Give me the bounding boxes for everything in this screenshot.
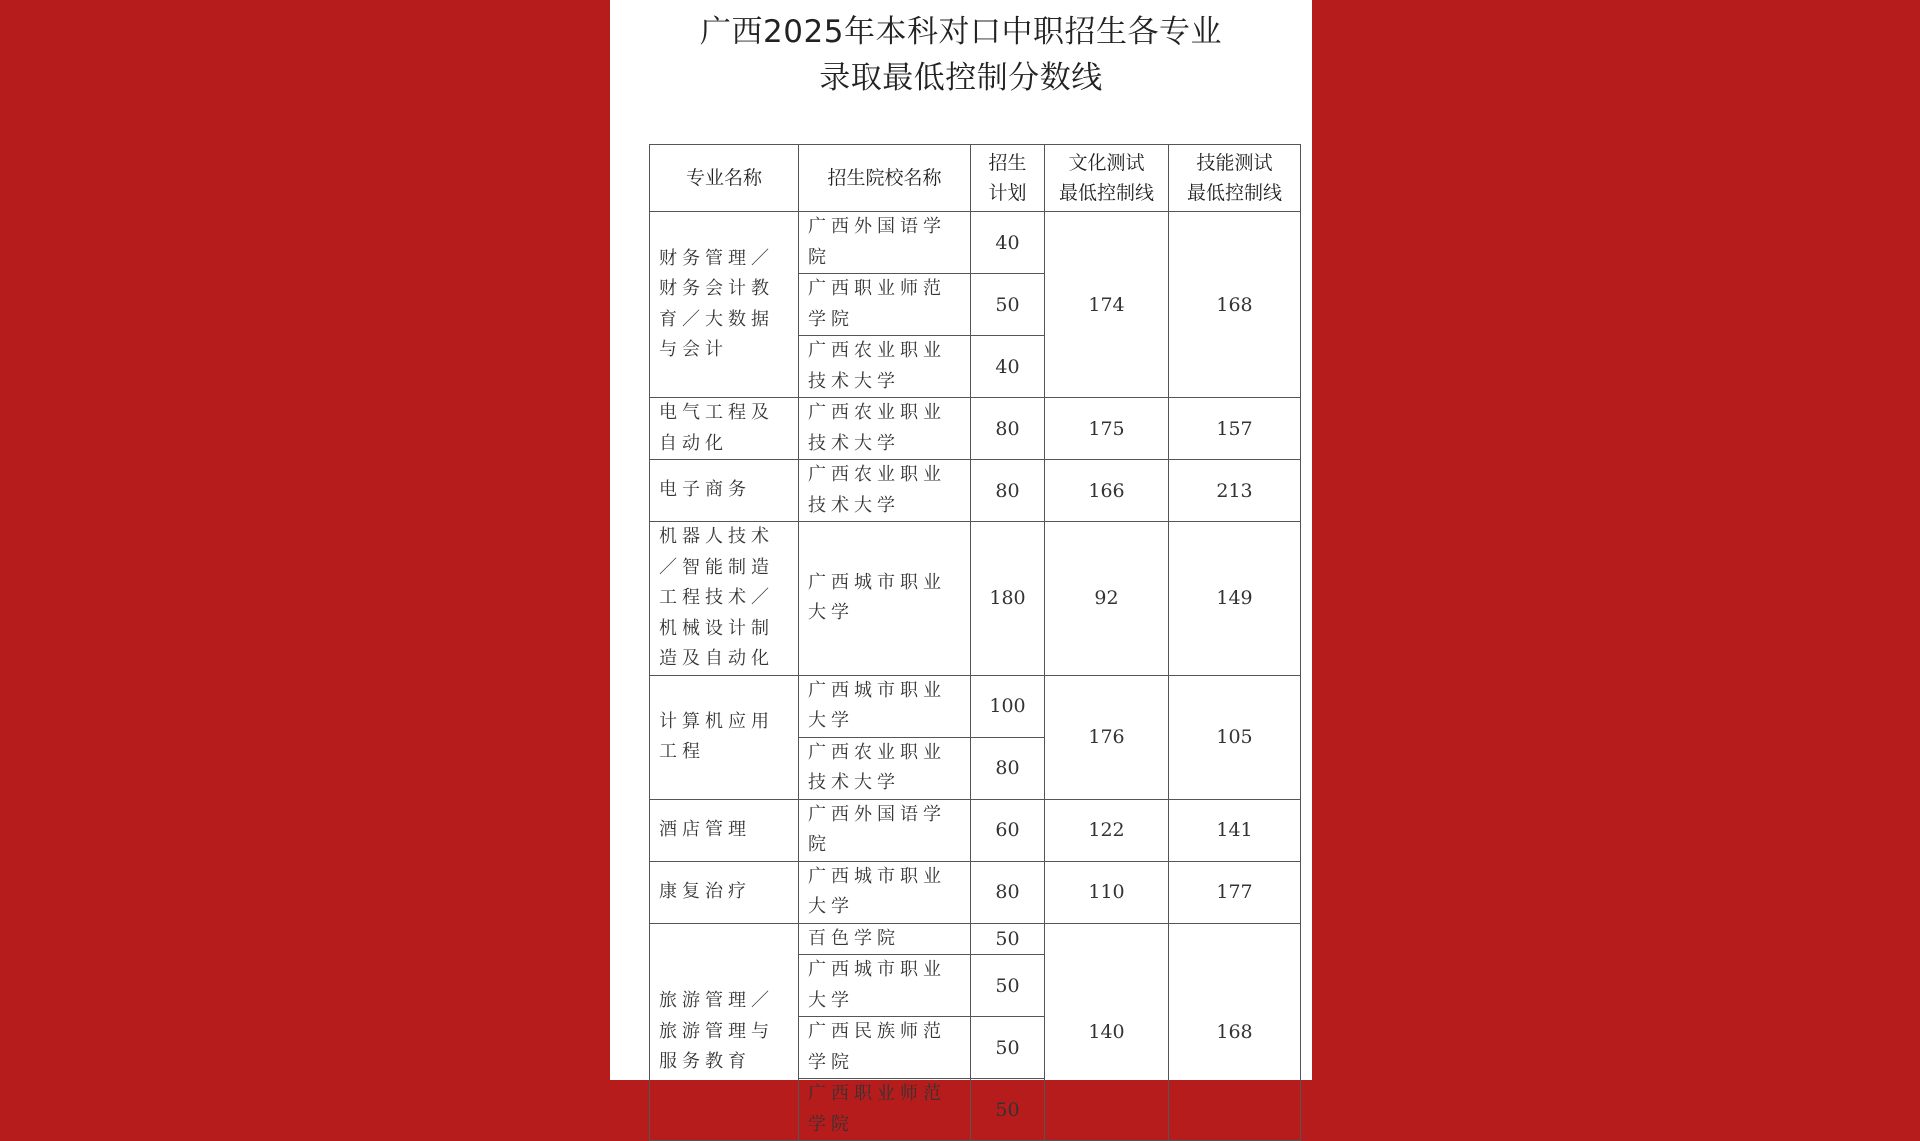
plan-cell: 100 [971, 675, 1045, 737]
skill-score-cell: 141 [1169, 799, 1301, 861]
school-cell: 广西农业职业技术大学 [799, 460, 971, 522]
table-row [650, 212, 1301, 274]
plan-cell: 50 [971, 955, 1045, 1017]
header-plan: 招生 计划 [971, 145, 1045, 212]
skill-score-cell: 177 [1169, 861, 1301, 923]
header-culture: 文化测试 最低控制线 [1045, 145, 1169, 212]
header-row [650, 145, 1301, 212]
plan-cell: 80 [971, 398, 1045, 460]
school-cell: 广西职业师范学院 [799, 274, 971, 336]
skill-score-cell: 149 [1169, 522, 1301, 676]
culture-score-cell: 175 [1045, 398, 1169, 460]
plan-cell: 80 [971, 737, 1045, 799]
table-row [650, 923, 1301, 955]
plan-cell: 50 [971, 1017, 1045, 1079]
plan-cell: 40 [971, 212, 1045, 274]
table-row [650, 460, 1301, 522]
skill-score-cell: 157 [1169, 398, 1301, 460]
plan-cell: 180 [971, 522, 1045, 676]
school-cell: 广西职业师范学院 [799, 1079, 971, 1141]
school-cell: 百色学院 [799, 923, 971, 955]
school-cell: 广西城市职业大学 [799, 955, 971, 1017]
table-row [650, 675, 1301, 737]
culture-score-cell: 174 [1045, 212, 1169, 398]
school-cell: 广西城市职业大学 [799, 861, 971, 923]
score-table [649, 144, 1301, 1141]
culture-score-cell: 166 [1045, 460, 1169, 522]
major-cell: 康复治疗 [650, 861, 799, 923]
culture-score-cell: 92 [1045, 522, 1169, 676]
major-cell: 计算机应用工程 [650, 675, 799, 799]
major-cell: 电子商务 [650, 460, 799, 522]
major-cell: 电气工程及自动化 [650, 398, 799, 460]
table-body [650, 212, 1301, 1141]
school-cell: 广西城市职业大学 [799, 522, 971, 676]
school-cell: 广西外国语学院 [799, 799, 971, 861]
major-cell: 财务管理／财务会计教育／大数据与会计 [650, 212, 799, 398]
document-page [610, 0, 1312, 1135]
table-row [650, 799, 1301, 861]
skill-score-cell: 168 [1169, 212, 1301, 398]
plan-cell: 60 [971, 799, 1045, 861]
school-cell: 广西外国语学院 [799, 212, 971, 274]
skill-score-cell: 213 [1169, 460, 1301, 522]
culture-score-cell: 140 [1045, 923, 1169, 1141]
culture-score-cell: 122 [1045, 799, 1169, 861]
skill-score-cell: 168 [1169, 923, 1301, 1141]
plan-cell: 40 [971, 336, 1045, 398]
culture-score-cell: 110 [1045, 861, 1169, 923]
title-line-1: 广西2025年本科对口中职招生各专业 [700, 14, 1222, 50]
school-cell: 广西农业职业技术大学 [799, 737, 971, 799]
school-cell: 广西农业职业技术大学 [799, 398, 971, 460]
header-school: 招生院校名称 [799, 145, 971, 212]
table-row [650, 522, 1301, 676]
plan-cell: 50 [971, 1079, 1045, 1141]
header-skill: 技能测试 最低控制线 [1169, 145, 1301, 212]
plan-cell: 80 [971, 861, 1045, 923]
skill-score-cell: 105 [1169, 675, 1301, 799]
plan-cell: 50 [971, 274, 1045, 336]
school-cell: 广西民族师范学院 [799, 1017, 971, 1079]
school-cell: 广西城市职业大学 [799, 675, 971, 737]
title-line-2: 录取最低控制分数线 [819, 60, 1103, 96]
culture-score-cell: 176 [1045, 675, 1169, 799]
major-cell: 机器人技术／智能制造工程技术／机械设计制造及自动化 [650, 522, 799, 676]
school-cell: 广西农业职业技术大学 [799, 336, 971, 398]
table-row [650, 861, 1301, 923]
header-major: 专业名称 [650, 145, 799, 212]
table-row [650, 398, 1301, 460]
plan-cell: 50 [971, 923, 1045, 955]
plan-cell: 80 [971, 460, 1045, 522]
major-cell: 酒店管理 [650, 799, 799, 861]
major-cell: 旅游管理／旅游管理与服务教育 [650, 923, 799, 1141]
